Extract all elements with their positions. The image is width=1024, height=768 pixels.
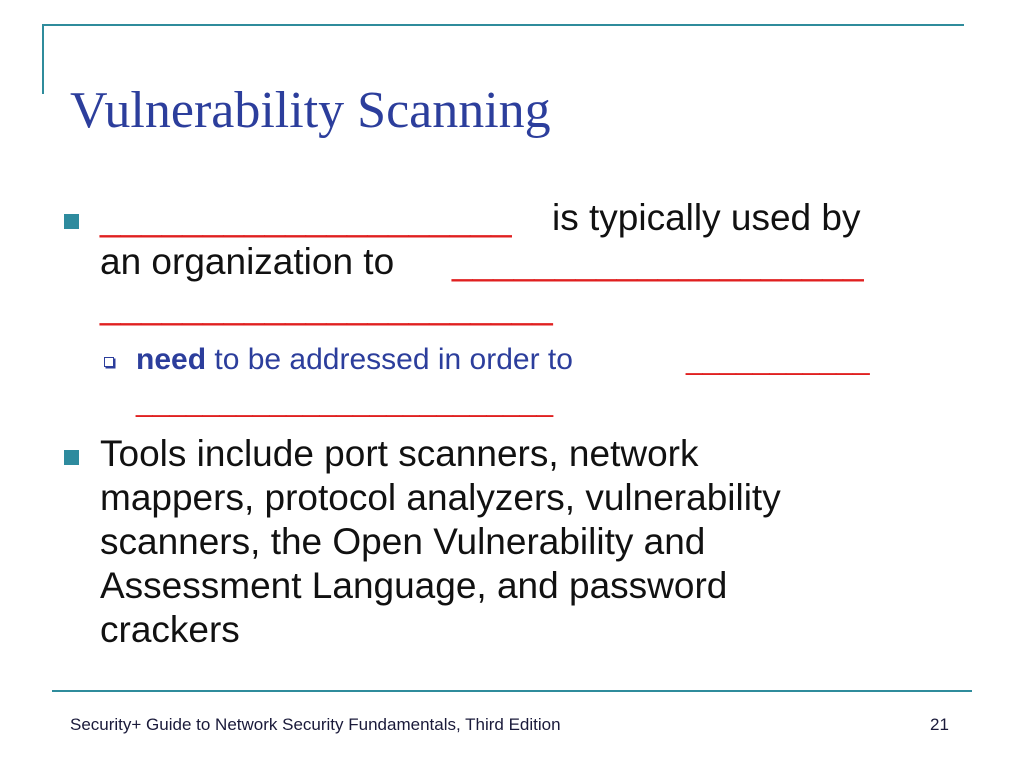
blank-3: ______________________ (100, 285, 553, 326)
sub-blank-1: ___________ (686, 343, 870, 376)
tools-line-5: crackers (100, 609, 240, 650)
footer-title: Security+ Guide to Network Security Fundamentals, Third Edition (70, 715, 561, 734)
footer-divider (52, 690, 972, 692)
sub-bullet-body: to be addressed in order to (206, 343, 573, 376)
sub-blank-2: _________________________ (136, 385, 554, 418)
blank-2: ____________________ (452, 241, 864, 282)
tools-line-4: Assessment Language, and password (100, 565, 728, 606)
tools-line-1: Tools include port scanners, network (100, 433, 699, 474)
sub-bullet-text (136, 340, 573, 380)
frame-top-line (42, 24, 964, 26)
tools-line-2: mappers, protocol analyzers, vulnerability (100, 477, 781, 518)
bullet1-text-2: an organization to (100, 241, 395, 282)
bullet-square-icon (64, 450, 79, 465)
page-number: 21 (930, 715, 949, 734)
tools-line-3: scanners, the Open Vulnerability and (100, 521, 706, 562)
frame-left-line (42, 24, 44, 94)
sub-bullet-icon (104, 357, 114, 367)
slide-title: Vulnerability Scanning (70, 82, 551, 139)
bullet1-text-1: is typically used by (552, 197, 861, 238)
tools-bullet-text (100, 432, 920, 652)
blank-1: ____________________ (100, 197, 512, 238)
sub-bullet-bold-word: need (136, 343, 207, 376)
bullet-square-icon (64, 214, 79, 229)
